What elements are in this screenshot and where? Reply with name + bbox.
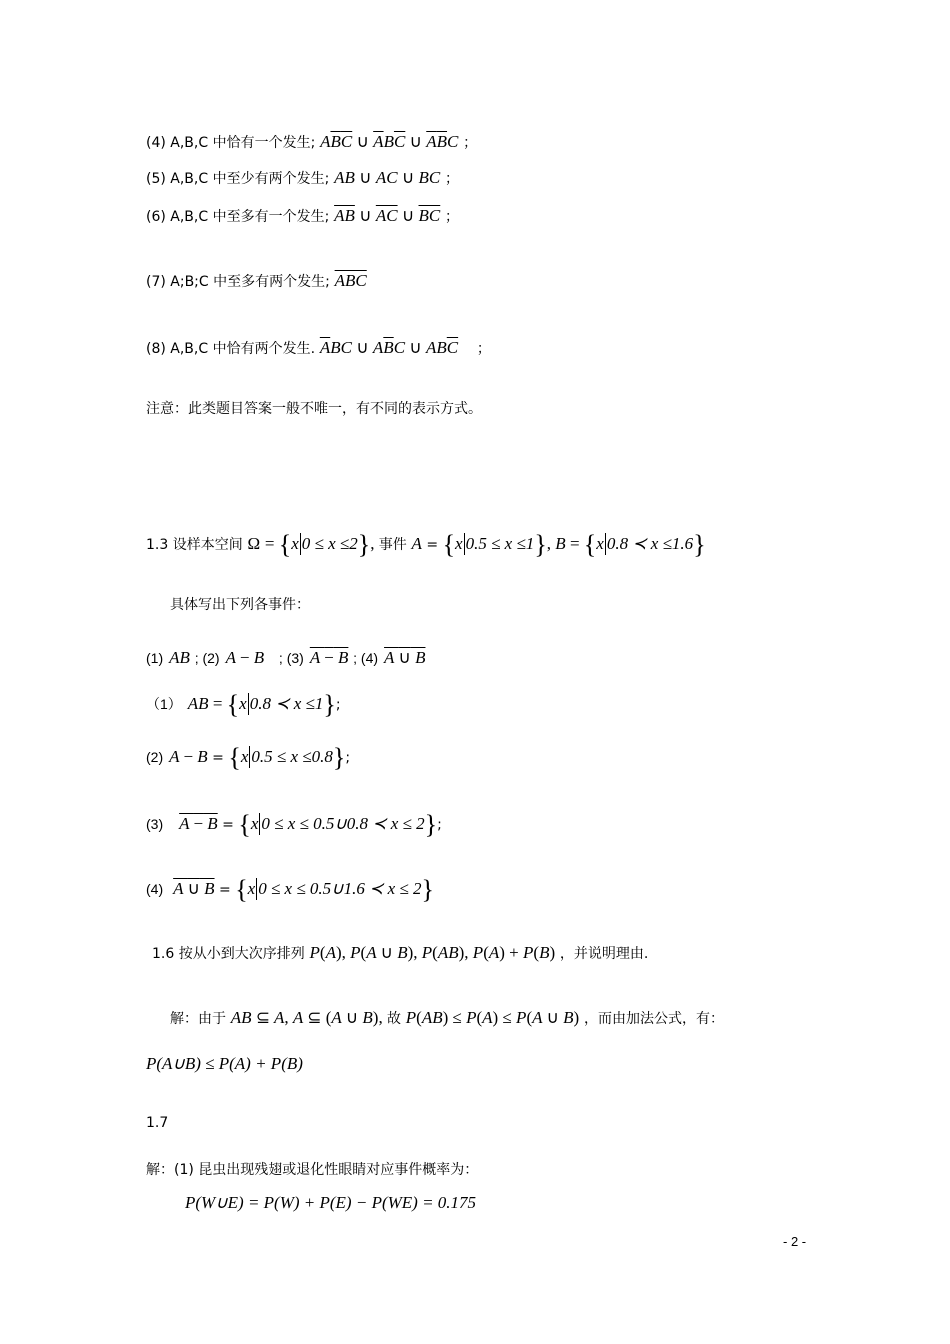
var-x-a: x bbox=[455, 534, 463, 553]
item-1-label: (1) bbox=[146, 650, 164, 666]
brace-open: { bbox=[278, 530, 292, 559]
line-5 bbox=[146, 168, 459, 188]
line-7 bbox=[146, 271, 367, 291]
line-7-formula: $\overline{ABC}$ bbox=[334, 271, 367, 290]
event-text: 事件 bbox=[378, 537, 407, 553]
answer-2-set: 0.5 ≤ x ≤0.8 bbox=[251, 747, 333, 766]
set-bar-a bbox=[464, 533, 465, 555]
line-6 bbox=[146, 206, 459, 226]
p16-sol-lead: 解：由于 bbox=[170, 1011, 226, 1027]
answer-2-eq: = bbox=[207, 750, 229, 766]
answer-1-bar bbox=[248, 693, 249, 715]
line-6-end: ； bbox=[445, 209, 460, 225]
answer-1-event: AB = bbox=[187, 694, 223, 713]
answer-4 bbox=[146, 875, 434, 905]
p13-heading: 1.3 设样本空间 bbox=[146, 537, 243, 553]
answer-4-eq: = bbox=[214, 882, 236, 898]
line-8-formula: $\overline{A}BC$ ∪ $A\overline{B}C$ ∪ $AB\overline{C}$ bbox=[319, 338, 459, 357]
equals-a: = bbox=[421, 537, 443, 553]
answer-1-set: 0.8 ≺ x ≤1 bbox=[249, 694, 324, 713]
line-4 bbox=[146, 132, 477, 152]
answer-1-brace-open: { bbox=[226, 690, 240, 719]
page-number: - 2 - bbox=[783, 1234, 807, 1249]
equals: = bbox=[264, 534, 279, 553]
p16-heading: 1.6 按从小到大次序排列 bbox=[152, 946, 305, 962]
comma: , bbox=[370, 534, 379, 553]
p16-sol-formula-1: AB ⊆ A, A ⊆ (A ∪ B), bbox=[230, 1008, 387, 1027]
problem-1-7-heading: 1.7 bbox=[146, 1115, 169, 1131]
omega-symbol: Ω bbox=[247, 534, 261, 553]
p13-items bbox=[146, 648, 425, 668]
line-6-label: (6) A,B,C 中至多有一个发生; bbox=[146, 209, 330, 225]
set-bar bbox=[300, 533, 301, 555]
equals-b: = bbox=[565, 534, 584, 553]
answer-2-end: ; bbox=[345, 750, 351, 766]
p13-instruction: 具体写出下列各事件： bbox=[170, 597, 310, 613]
answer-1-brace-close: } bbox=[323, 690, 336, 719]
line-4-formula: $A\overline{B}\overline{C}$ ∪ $\overline{A}B\overline{C}$ ∪ $\overline{A}\overline{B}C$ bbox=[320, 132, 459, 151]
set-bar-b bbox=[605, 533, 606, 555]
brace-close: } bbox=[357, 530, 371, 559]
line-8 bbox=[146, 338, 491, 358]
answer-2-brace-open: { bbox=[228, 743, 241, 772]
answer-1-end: ; bbox=[335, 697, 341, 713]
answer-4-brace-open: { bbox=[235, 875, 248, 904]
line-7-label: (7) A;B;C 中至多有两个发生; bbox=[146, 274, 330, 290]
problem-1-3-heading bbox=[146, 530, 706, 560]
set-a: 0.5 ≤ x ≤1 bbox=[465, 534, 535, 553]
brace-close-b: } bbox=[693, 530, 706, 559]
line-8-end: ； bbox=[476, 341, 491, 357]
answer-3-event: A − B bbox=[179, 814, 218, 833]
item-4: A ∪ B bbox=[384, 648, 426, 667]
set-omega: 0 ≤ x ≤2 bbox=[301, 534, 358, 553]
answer-3 bbox=[146, 810, 442, 840]
answer-4-label: (4) bbox=[146, 881, 164, 897]
event-a-name: A bbox=[411, 534, 422, 553]
p16-sol-mid: 故 bbox=[386, 1011, 401, 1027]
p16-solution bbox=[170, 1008, 724, 1028]
var-x: x bbox=[291, 534, 299, 553]
p16-list: P(A), P(A ∪ B), P(AB), P(A) + P(B) bbox=[309, 943, 556, 962]
event-b-name: B bbox=[555, 534, 566, 553]
brace-close-a: } bbox=[534, 530, 547, 559]
answer-3-var: x bbox=[250, 814, 259, 833]
item-2: A − B bbox=[225, 648, 265, 667]
p16-sol-tail: ，而由加法公式，有： bbox=[583, 1011, 724, 1027]
p16-result: P(A∪B) ≤ P(A) + P(B) bbox=[146, 1054, 303, 1073]
line-6-formula: $\overline{AB}$ ∪ $\overline{AC}$ ∪ $\overline{BC}$ bbox=[334, 206, 441, 225]
answer-3-eq: = bbox=[217, 817, 239, 833]
answer-2 bbox=[146, 743, 350, 773]
answer-4-set: 0 ≤ x ≤ 0.5∪1.6 ≺ x ≤ 2 bbox=[258, 879, 422, 898]
item-1: AB bbox=[169, 648, 190, 667]
p17-formula: P(W∪E) = P(W) + P(E) − P(WE) = 0.175 bbox=[185, 1193, 477, 1212]
line-4-end: ； bbox=[463, 135, 478, 151]
answer-4-event: A ∪ B bbox=[173, 879, 215, 898]
p16-tail: ，并说明理由. bbox=[559, 946, 649, 962]
note-text: 注意：此类题目答案一般不唯一，有不同的表示方式。 bbox=[146, 401, 482, 417]
p16-sol-formula-2: P(AB) ≤ P(A) ≤ P(A ∪ B) bbox=[405, 1008, 580, 1027]
brace-open-a: { bbox=[442, 530, 456, 559]
answer-1-var: x bbox=[239, 694, 247, 713]
line-8-label: (8) A,B,C 中恰有两个发生. bbox=[146, 341, 316, 357]
line-4-label: (4) A,B,C 中恰有一个发生; bbox=[146, 135, 316, 151]
var-x-b: x bbox=[596, 534, 604, 553]
answer-3-set: 0 ≤ x ≤ 0.5∪0.8 ≺ x ≤ 2 bbox=[261, 814, 425, 833]
answer-1-label: （1） bbox=[146, 696, 182, 712]
item-3: A − B bbox=[309, 648, 349, 667]
set-b: 0.8 ≺ x ≤1.6 bbox=[606, 534, 694, 553]
answer-1 bbox=[146, 690, 341, 720]
answer-4-var: x bbox=[247, 879, 256, 898]
item-2-label: ; (2) bbox=[194, 650, 220, 666]
answer-3-label: (3) bbox=[146, 816, 164, 832]
problem-1-6-heading bbox=[152, 943, 648, 963]
item-3-label: ; (3) bbox=[278, 650, 304, 666]
answer-2-brace-close: } bbox=[332, 743, 346, 772]
answer-3-brace-open: { bbox=[238, 810, 251, 839]
line-5-formula: AB ∪ AC ∪ BC bbox=[334, 168, 441, 187]
p17-solution: 解：(1) 昆虫出现残翅或退化性眼睛对应事件概率为： bbox=[146, 1162, 479, 1178]
line-5-label: (5) A,B,C 中至少有两个发生; bbox=[146, 171, 330, 187]
answer-3-end: ; bbox=[437, 817, 442, 833]
item-4-label: ; (4) bbox=[353, 650, 379, 666]
answer-2-label: (2) bbox=[146, 749, 164, 765]
answer-4-brace-close: } bbox=[421, 875, 434, 904]
brace-open-b: { bbox=[583, 530, 597, 559]
comma-a: , bbox=[546, 534, 556, 553]
line-5-end: ； bbox=[445, 171, 460, 187]
answer-2-event: A − B bbox=[169, 747, 208, 766]
answer-2-var: x bbox=[240, 747, 249, 766]
answer-3-brace-close: } bbox=[424, 810, 438, 839]
